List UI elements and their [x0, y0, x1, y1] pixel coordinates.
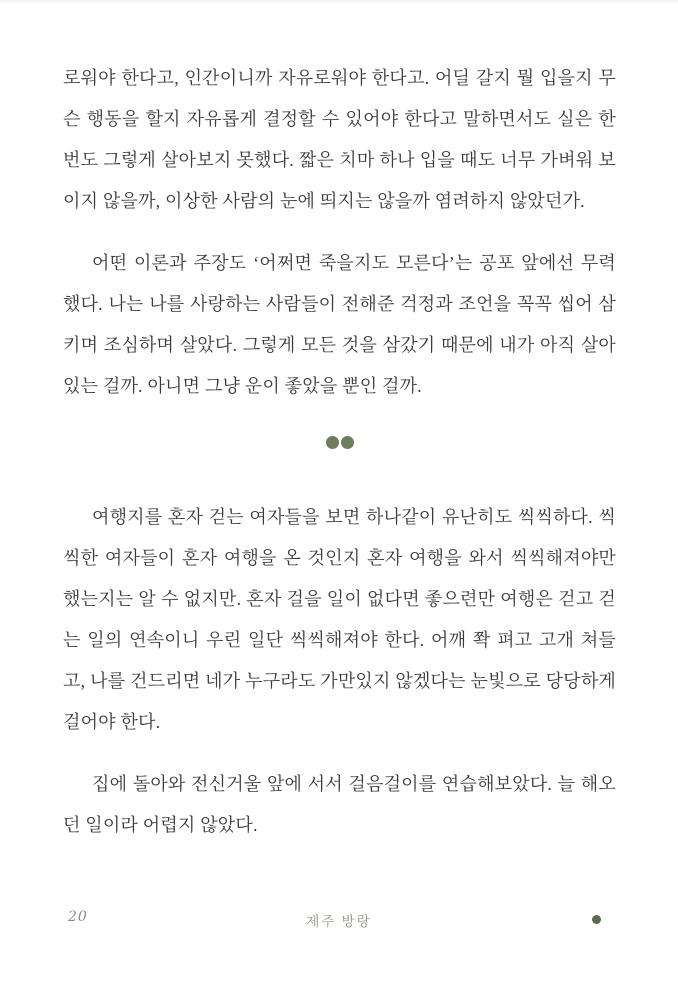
page-content — [63, 58, 616, 867]
running-title: 제주 방랑 — [306, 914, 372, 929]
paragraph: 어떤 이론과 주장도 ‘어쩌면 죽을지도 모른다’는 공포 앞에선 무력했다. 나는 나를 사랑하는 사람들이 전해준 걱정과 조언을 꼭꼭 씹어 삼키며 조심하며 살았다. 그렇게 모든 것을 삼갔기 때문에 내가 아직 살아 있는 걸까. 아니면 그냥 운이 좋았을 뿐인 걸까. — [63, 253, 616, 396]
paragraph-continuation: 로워야 한다고, 인간이니까 자유로워야 한다고. 어딜 갈지 뭘 입을지 무슨 행동을 할지 자유롭게 결정할 수 있어야 한다고 말하면서도 실은 한 번도 그렇게 살아보지 못했다. 짧은 치마 하나 입을 때도 너무 가벼워 보이지 않을까, 이상한 사람의 눈에 띄지는 않을까 염려하지 않았던가. — [63, 68, 616, 211]
paragraph: 여행지를 혼자 걷는 여자들을 보면 하나같이 유난히도 씩씩하다. 씩씩한 여자들이 혼자 여행을 온 것인지 혼자 여행을 와서 씩씩해져야만 했는지는 알 수 없지만. 혼자 걸을 일이 없다면 좋으련만 여행은 걷고 걷는 일의 연속이니 우린 일단 씩씩해져야 한다. 어깨 쫙 펴고 고개 쳐들고, 나를 건드리면 네가 누구라도 가만있지 않겠다는 눈빛으로 당당하게 걸어야 한다. — [63, 507, 616, 732]
page-number: 20 — [68, 909, 88, 925]
paragraph: 집에 돌아와 전신거울 앞에 서서 걸음걸이를 연습해보았다. 늘 해오던 일이라 어렵지 않았다. — [63, 774, 616, 835]
separator-dot-icon — [341, 436, 354, 449]
footer-dot-icon — [592, 915, 601, 924]
page-top-edge — [0, 0, 678, 2]
separator-dot-icon — [326, 436, 339, 449]
page-footer — [0, 906, 678, 932]
section-separator — [63, 436, 616, 449]
